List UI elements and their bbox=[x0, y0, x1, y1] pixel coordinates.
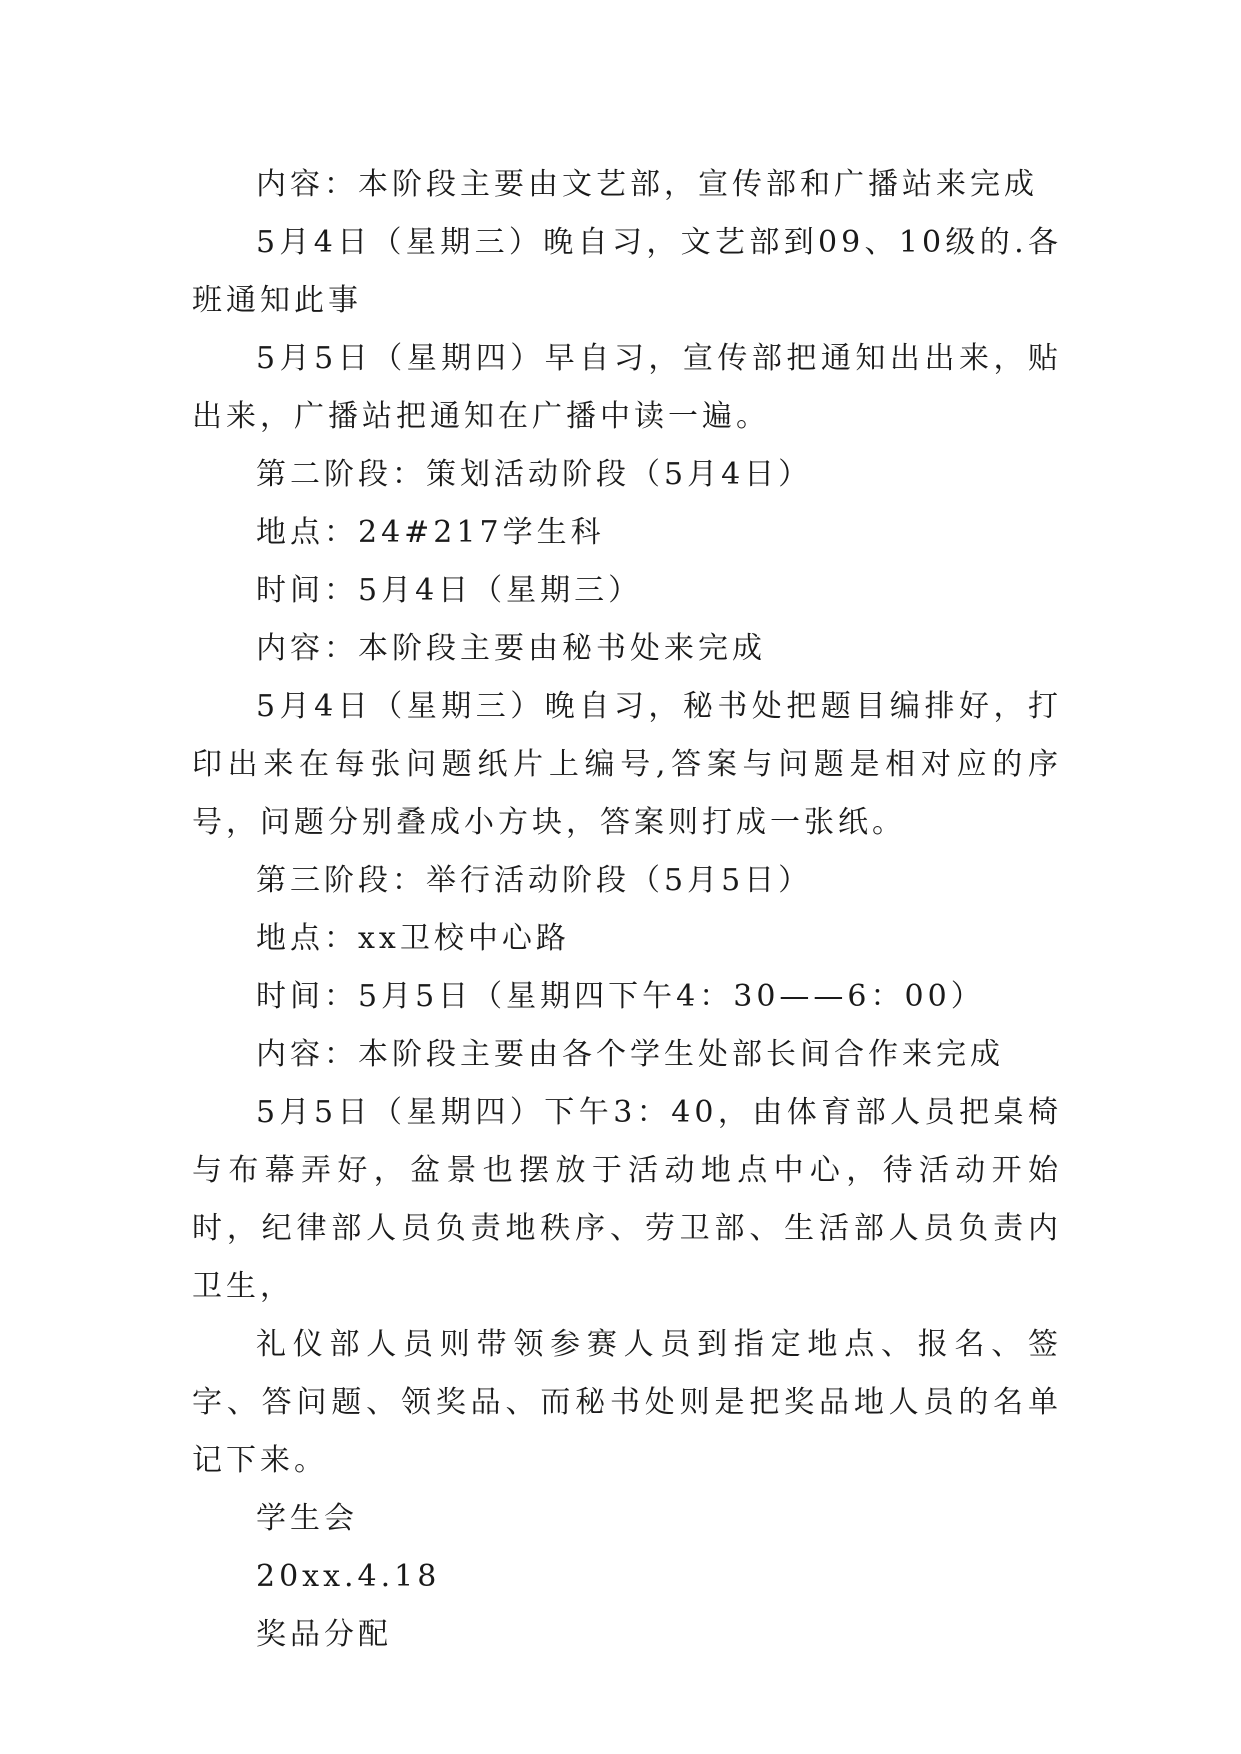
document-body bbox=[192, 156, 1062, 1664]
stage2-content: 内容：本阶段主要由秘书处来完成 bbox=[256, 631, 766, 666]
paragraph-may5-morning: 5月5日（星期四）早自习，宣传部把通知出出来，贴出来，广播站把通知在广播中读一遍。 bbox=[192, 341, 1062, 434]
stage3-heading: 第三阶段：举行活动阶段（5月5日） bbox=[256, 863, 813, 898]
stage3-content: 内容：本阶段主要由各个学生处部长间合作来完成 bbox=[256, 1037, 1004, 1072]
paragraph-content-stage1: 内容：本阶段主要由文艺部，宣传部和广播站来完成 bbox=[256, 167, 1038, 202]
stage2-time: 时间：5月4日（星期三） bbox=[256, 573, 643, 608]
stage2-details: 5月4日（星期三）晚自习，秘书处把题目编排好，打印出来在每张问题纸片上编号,答案与问题是相对应的序号，问题分别叠成小方块，答案则打成一张纸。 bbox=[192, 689, 1062, 840]
stage3-location: 地点：xx卫校中心路 bbox=[256, 921, 570, 956]
signature-organization: 学生会 bbox=[256, 1501, 358, 1536]
stage3-time: 时间：5月5日（星期四下午4：30——6：00） bbox=[256, 979, 985, 1014]
stage3-details: 5月5日（星期四）下午3：40，由体育部人员把桌椅与布幕弄好，盆景也摆放于活动地点中心，待活动开始时，纪律部人员负责地秩序、劳卫部、生活部人员负责内卫生， bbox=[192, 1095, 1062, 1304]
signature-date: 20xx.4.18 bbox=[256, 1559, 441, 1594]
stage3-etiquette: 礼仪部人员则带领参赛人员到指定地点、报名、签字、答问题、领奖品、而秘书处则是把奖品地人员的名单记下来。 bbox=[192, 1327, 1062, 1478]
section-prize-distribution: 奖品分配 bbox=[256, 1617, 392, 1652]
paragraph-may4-evening: 5月4日（星期三）晚自习，文艺部到09、10级的.各班通知此事 bbox=[192, 225, 1062, 318]
stage2-heading: 第二阶段：策划活动阶段（5月4日） bbox=[256, 457, 813, 492]
stage2-location: 地点：24#217学生科 bbox=[256, 515, 605, 550]
